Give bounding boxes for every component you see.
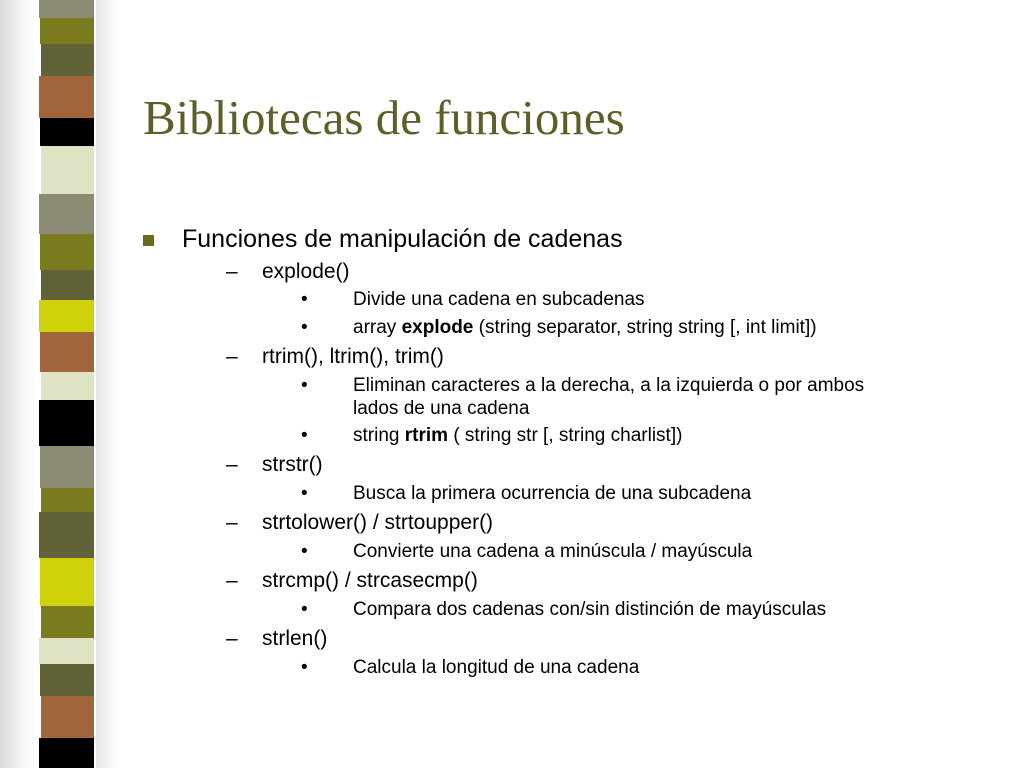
function-description: Compara dos cadenas con/sin distinción de mayúsculas: [353, 599, 827, 620]
function-description: Eliminan caracteres a la derecha, a la izquierda o por ambos lados de una cadena: [353, 375, 865, 419]
dash-bullet-icon: –: [226, 453, 238, 476]
decorative-stripe: [41, 146, 94, 194]
decorative-stripe: [41, 488, 94, 512]
dot-bullet-icon: •: [301, 657, 308, 678]
decorative-stripe: [39, 76, 94, 118]
decorative-stripe: [39, 638, 94, 664]
function-heading: strtolower() / strtoupper(): [262, 511, 494, 534]
decorative-stripe: [40, 664, 94, 696]
decorative-stripe: [39, 400, 94, 446]
decorative-stripe: [39, 512, 94, 558]
decorative-stripe: [39, 0, 94, 18]
dot-bullet-icon: •: [301, 599, 308, 620]
decorative-stripe: [40, 332, 94, 372]
function-heading: strcmp() / strcasecmp(): [262, 569, 478, 592]
signature-function-name: rtrim: [404, 425, 449, 446]
function-signature: [353, 424, 682, 447]
decorative-stripe: [39, 194, 94, 234]
dot-bullet-icon: •: [301, 375, 308, 396]
decorative-stripe: [40, 446, 94, 488]
signature-params: (string separator, string string [, int limit]): [473, 317, 817, 338]
dot-bullet-icon: •: [301, 483, 308, 504]
function-description: Convierte una cadena a minúscula / mayúscula: [353, 541, 753, 562]
decorative-stripe: [41, 44, 94, 76]
decorative-stripe: [39, 738, 94, 768]
outline-topic: Funciones de manipulación de cadenas: [182, 225, 623, 253]
dot-bullet-icon: •: [301, 289, 308, 310]
decorative-stripe: [40, 18, 94, 44]
slide-title: Bibliotecas de funciones: [143, 90, 625, 145]
signature-params: ( string str [, string charlist]): [448, 425, 683, 446]
function-signature: [353, 316, 817, 339]
decorative-stripe: [40, 558, 94, 606]
signature-function-name: explode: [401, 317, 474, 338]
function-description: Busca la primera ocurrencia de una subcadena: [353, 483, 752, 504]
square-bullet-icon: [143, 235, 154, 246]
decorative-stripe: [40, 118, 94, 146]
dot-bullet-icon: •: [301, 425, 308, 446]
function-description: Calcula la longitud de una cadena: [353, 657, 640, 678]
dash-bullet-icon: –: [226, 627, 238, 650]
dot-bullet-icon: •: [301, 541, 308, 562]
function-heading: strstr(): [262, 453, 323, 476]
dash-bullet-icon: –: [226, 511, 238, 534]
dash-bullet-icon: –: [226, 345, 238, 368]
function-heading: rtrim(), ltrim(), trim(): [262, 345, 444, 368]
dash-bullet-icon: –: [226, 569, 238, 592]
signature-prefix: array: [353, 317, 402, 338]
decorative-stripe: [39, 300, 94, 332]
decorative-stripe: [41, 696, 94, 738]
decorative-stripe: [41, 606, 94, 638]
dash-bullet-icon: –: [226, 260, 238, 283]
decorative-stripe: [41, 372, 94, 400]
function-heading: explode(): [262, 260, 350, 283]
decorative-stripe: [41, 270, 94, 300]
dot-bullet-icon: •: [301, 317, 308, 338]
function-heading: strlen(): [262, 627, 328, 650]
signature-prefix: string: [353, 425, 405, 446]
stripe-bar-shadow: [96, 0, 118, 768]
function-description: Divide una cadena en subcadenas: [353, 289, 645, 310]
decorative-stripe: [40, 234, 94, 270]
